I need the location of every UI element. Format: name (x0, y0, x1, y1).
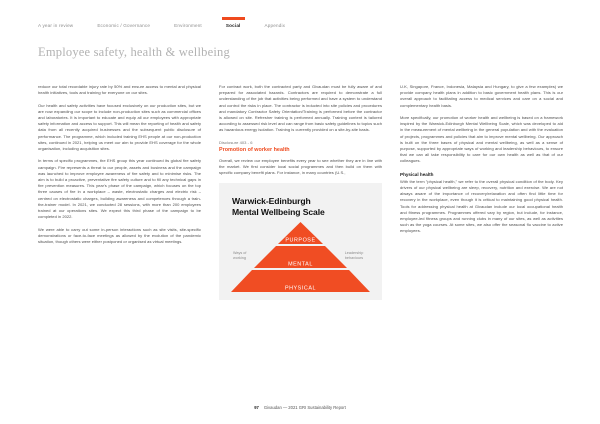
page-title: Employee safety, health & wellbeing (38, 45, 230, 59)
figure-label-line1: Ways of (233, 250, 247, 255)
warwick-edinburgh-figure (219, 183, 382, 300)
paragraph: With the term "physical health," we refer to the overall physical condition of the body. Key drivers of our physical wellbeing are sleep, recovery, nutrition and exercise. We are not always aware of the importance of recovery/relaxation and often find little time for recovery in the workplace, even though it is critical to maintaining good physical health. Tools for addressing physical health at Givaudan include our local occupational health and fitness programmes. Programmes offered vary by region, but include, for instance, employee-led fitness groups and running clubs in many of our sites, as well as activities such as the yoga courses. At some sites, we also offer the seasonal flu vaccine to active employees. (400, 178, 563, 234)
nav-item-label: A year in review (38, 23, 74, 28)
top-navigation[interactable] (38, 22, 285, 30)
figure-label-line1: Leadership (344, 250, 364, 255)
article-columns (38, 84, 563, 307)
nav-item-environment[interactable] (174, 22, 202, 30)
nav-item-economic-governance[interactable] (97, 22, 150, 30)
disclosure-kicker: Disclosure 403 - 6 (219, 139, 253, 145)
section-heading-physical-health: Physical health (400, 171, 434, 177)
figure-title (232, 196, 325, 218)
figure-title-line2: Mental Wellbeing Scale (232, 207, 325, 218)
nav-item-appendix[interactable] (265, 22, 286, 30)
column-right (400, 84, 563, 307)
paragraph: reduce our total recordable injury rate by 50% and ensure access to mental and physical health initiatives, tools and training for everyone on our sites. (38, 84, 201, 96)
nav-item-label: Environment (174, 23, 202, 28)
nav-item-label: Social (225, 23, 241, 28)
footer-text: Givaudan — 2021 GRI Sustainability Report (263, 405, 346, 410)
nav-item-label: Economic / Governance (97, 23, 151, 28)
paragraph: For contract work, both the contracted party and Givaudan must be fully aware of and prepared for associated hazards. Contractors are required to demonstrate a full understanding of the job that activities being performed and have a system to understand and control the risks in place. The contractor is inducted into site policies and procedures and mandatory Contractor Safety Orientation/Training is performed before the contractor is allowed on site. Refresher training is performed annually. Training content is tailored according to assessed risk level and can range from basic safety guidelines to topics such as hazardous energy isolation. Training is currently provided on a site-by-site basis. (219, 84, 382, 133)
paragraph: Our health and safety activities have focused exclusively on our production sites, but we are now expanding our scope to include non-production sites such as commercial offices and laboratories. It is important to educate and equip all our employees with appropriate safety information and access to support. This will mean the reporting of health and safety data from all recently acquired businesses and the subsequent public disclosure of performance. The programme, which included training EHS people at our non-production sites, continued in 2021, helping us meet our aim to provide EHS coverage for the whole organisation, including acquisition sites. (38, 102, 201, 152)
paragraph: Overall, we review our employee benefits every year to see whether they are in line with the market. We first consider local social programmes and then build on them with specific company benefit plans. For instance, in many countries (U.S., (219, 157, 382, 175)
disclosure-block (219, 140, 382, 154)
active-indicator (222, 17, 245, 20)
paragraph: More specifically, our promotion of worker health and wellbeing is based on a framework inspired by the Warwick-Edinburgh Mental Wellbeing Scale, which was developed to aid in the measurement of mental wellbeing in the general population and with the evaluation of projects, programmes and policies that aim to improve mental wellbeing. Our approach is built on the three bases of physical and mental wellbeing, as well as a sense of purpose, supported by appropriate ways of working and leadership behaviours, to ensure that we can all take responsibility to care for our own health as well as that of our colleagues. (400, 115, 563, 164)
column-middle (219, 84, 382, 307)
paragraph: U.K, Singapore, France, Indonesia, Malaysia and Hungary, to give a few examples) we provide company health plans in addition to basic government health plans. This is our overall approach to facilitating access to medical services and care on a social and complementary health basis. (400, 84, 563, 108)
pyramid-tier-physical-label: PHYSICAL (284, 285, 317, 292)
figure-label-line2: working (233, 255, 246, 260)
nav-item-label: Appendix (264, 23, 286, 28)
footer-page-number: 97 (254, 405, 259, 410)
paragraph: In terms of specific programmes, the EHS group this year continued its global fire safety campaign. Fire represents a threat to our people, assets and business and the campaign was launched to improve employee awareness of fire safety and to minimise risks. The aim is to build a proactive, preventative fire safety culture and to fill any technical gaps in fire prevention measures. This year's phase of the campaign, which focuses on the top three causes of fire in a workplace – waste, electrostatic charges and electric risk – centred on electrostatic charges, building awareness and competences through a train-the-trainer model. In 2021, we conducted 28 sessions, with more than 200 employees trained at our operations sites. We expect this third phase of the campaign to be completed in 2022. (38, 158, 201, 220)
pyramid-diagram (231, 222, 370, 294)
pyramid-svg (231, 222, 370, 294)
column-left (38, 84, 201, 307)
disclosure-title: Promotion of worker health (219, 147, 290, 154)
figure-label-line2: behaviours (344, 255, 364, 260)
pyramid-tier-purpose-label: PURPOSE (285, 237, 316, 244)
paragraph: We were able to carry out some in-person interactions such as site visits, site-specific demonstrations or face-to-face meetings as allowed by the evolution of the pandemic situation, though others were either postponed or organised as virtual meetings. (38, 226, 201, 245)
nav-item-social[interactable] (226, 22, 241, 30)
nav-item-a-year-in-review[interactable] (38, 22, 73, 30)
pyramid-tier-mental-label: MENTAL (288, 261, 313, 268)
page-footer (0, 405, 600, 410)
figure-title-line1: Warwick-Edinburgh (232, 196, 311, 207)
